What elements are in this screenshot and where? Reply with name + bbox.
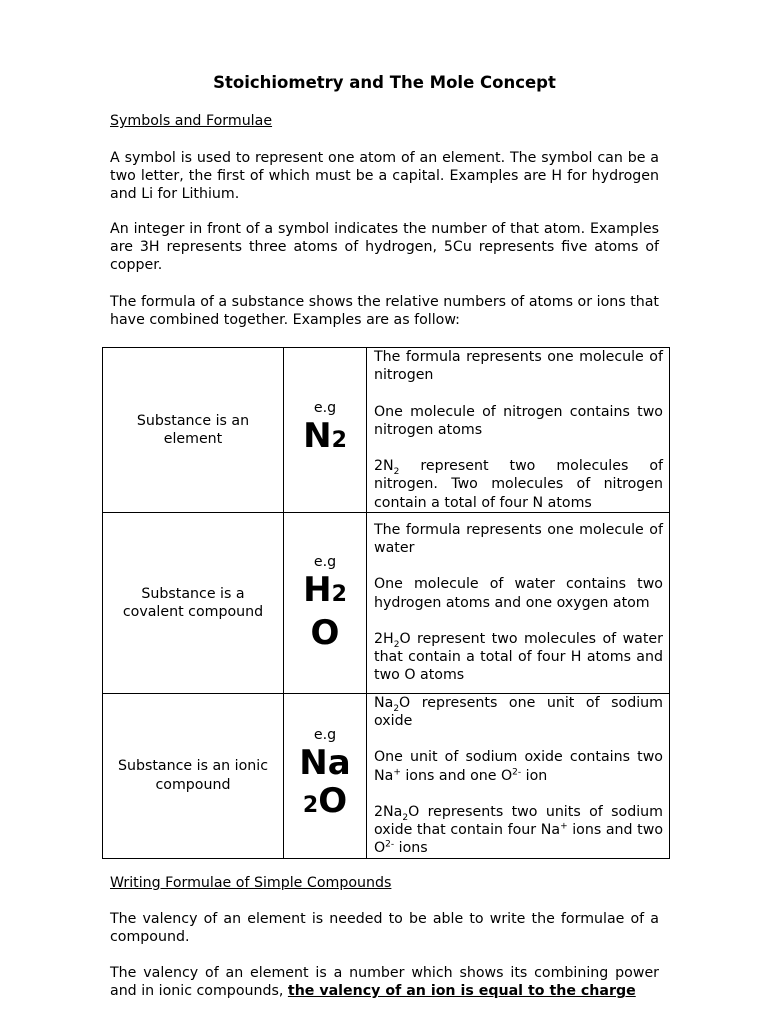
paragraph-valency-needed: The valency of an element is needed to be able to write the formulae of a compound. <box>110 911 659 946</box>
description-line: The formula represents one molecule of water <box>374 521 663 557</box>
paragraph-formula: The formula of a substance shows the relative numbers of atoms or ions that have combined together. Examples are as follow: <box>110 294 659 329</box>
substance-type-cell <box>103 348 284 513</box>
table-row <box>103 348 670 513</box>
formula-na2o <box>284 744 366 825</box>
description-line: The formula represents one molecule of nitrogen <box>374 349 663 384</box>
substance-type-cell <box>103 512 284 693</box>
formula-symbol: N <box>303 416 332 457</box>
substance-type: Substance is an ionic compound <box>117 758 269 793</box>
description-cell <box>367 512 670 693</box>
description-line: One unit of sodium oxide contains two Na+ ions and one $O^{2-}$ ion <box>374 749 663 784</box>
formula-symbol: O <box>310 613 340 654</box>
page-title: Stoichiometry and The Mole Concept <box>213 73 556 92</box>
formula-subscript: 2 <box>302 793 319 819</box>
table-row <box>103 693 670 858</box>
formula-symbol: Na <box>299 743 351 784</box>
section-heading-writing-formulae: Writing Formulae of Simple Compounds <box>110 875 392 891</box>
description-cell <box>367 348 670 513</box>
eg-label: e.g <box>313 400 337 417</box>
substance-type: Substance is a covalent compound <box>122 585 264 620</box>
table-row <box>103 512 670 693</box>
description-line: One molecule of nitrogen contains two nitrogen atoms <box>374 403 663 438</box>
substance-type-cell <box>103 693 284 858</box>
description-line: $2H_2O$ represent two molecules of water that contain a total of four H atoms and two O atoms <box>374 631 663 684</box>
description-line: $2N_2$ represent two molecules of nitrogen. Two molecules of nitrogen contain a total of four N atoms <box>374 458 663 511</box>
eg-label: e.g <box>313 727 337 744</box>
substance-table <box>102 347 670 859</box>
substance-type: Substance is an element <box>136 412 250 447</box>
eg-label: e.g <box>313 554 337 571</box>
formula-cell <box>284 512 367 693</box>
paragraph-integers: An integer in front of a symbol indicates the number of that atom. Examples are 3H represents three atoms of hydrogen, 5Cu represents five atoms of copper. <box>110 221 659 274</box>
formula-cell <box>284 693 367 858</box>
formula-n2 <box>284 417 366 460</box>
formula-subscript: 2 <box>331 582 347 608</box>
paragraph-symbols: A symbol is used to represent one atom of an element. The symbol can be a two letter, the first of which must be a capital. Examples are H for hydrogen and Li for Lithium. <box>110 150 659 203</box>
formula-subscript: 2 <box>331 428 347 454</box>
description-line: One molecule of water contains two hydrogen atoms and one oxygen atom <box>374 576 663 611</box>
paragraph-valency-definition: The valency of an element is a number which shows its combining power and in ionic compounds, the valency of an ion is equal to the charge <box>110 965 659 1000</box>
formula-symbol: H <box>303 570 332 611</box>
description-cell <box>367 693 670 858</box>
description-line: $2Na_2O$ represents two units of sodium oxide that contain four Na+ ions and two $O^{2-}$ ions <box>374 803 663 857</box>
section-heading-symbols: Symbols and Formulae <box>110 113 273 129</box>
formula-h2o <box>284 571 366 652</box>
formula-cell <box>284 348 367 513</box>
formula-symbol: O <box>318 781 348 822</box>
emphasis-valency-charge: the valency of an ion is equal to the charge <box>287 983 636 1000</box>
description-line: $Na_2O$ represents one unit of sodium oxide <box>374 694 663 729</box>
